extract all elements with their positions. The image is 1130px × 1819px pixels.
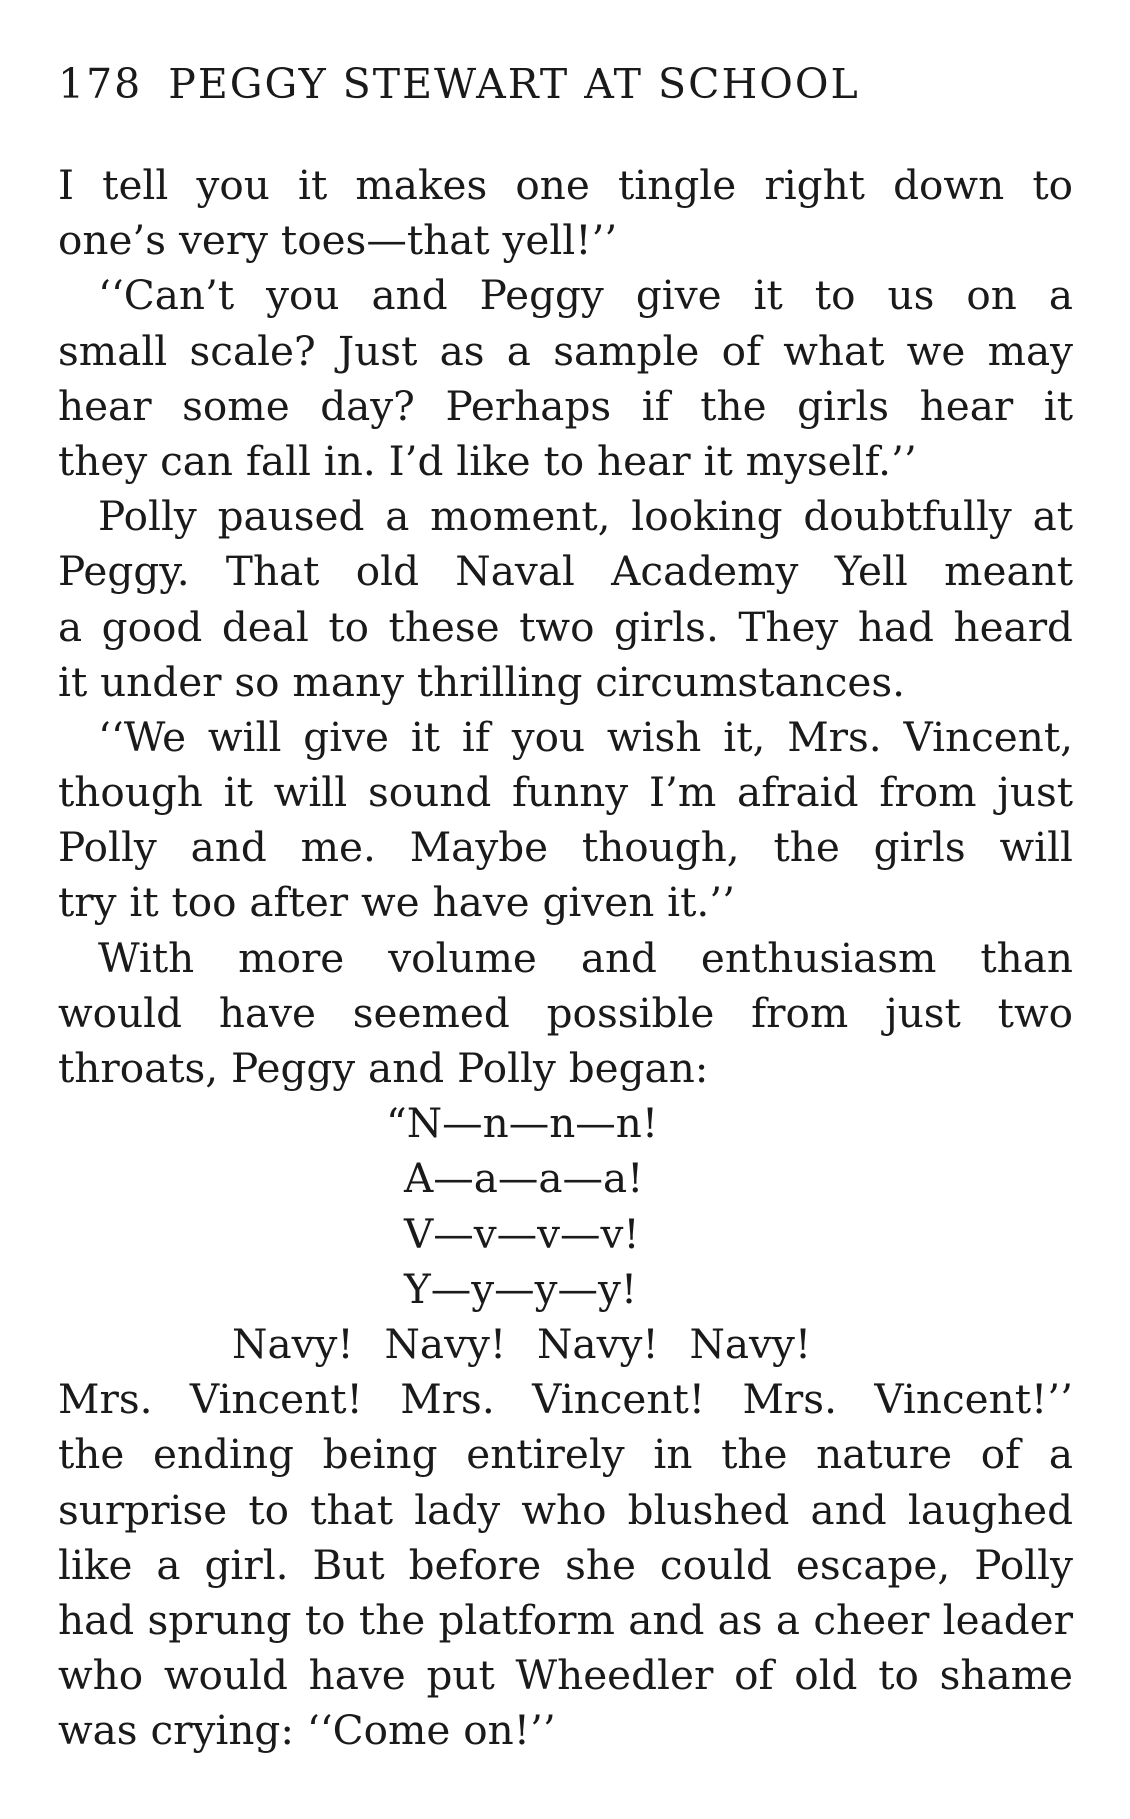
- text-line: try it too after we have given it.’’: [58, 878, 736, 927]
- yell-line: “N—n—n—n!: [386, 1099, 659, 1148]
- text-line: ‘‘Can’t you and Peggy give it to us on a: [98, 271, 1073, 320]
- text-line: it under so many thrilling circumstances.: [58, 657, 905, 706]
- text-line: ‘‘We will give it if you wish it, Mrs. Vincent,: [98, 712, 1073, 761]
- yell-vincent-line: Mrs. Vincent! Mrs. Vincent! Mrs. Vincent!’’: [58, 1375, 1073, 1424]
- text-line: one’s very toes—that yell!’’: [58, 216, 618, 265]
- text-line: was crying: ‘‘Come on!’’: [58, 1706, 556, 1755]
- text-line: hear some day? Perhaps if the girls hear it: [58, 381, 1073, 430]
- running-head: [58, 60, 1073, 116]
- yell-line: Y—y—y—y!: [404, 1264, 638, 1313]
- text-line: the ending being entirely in the nature of a: [58, 1430, 1073, 1479]
- text-line: Peggy. That old Naval Academy Yell meant: [58, 547, 1073, 596]
- text-line: throats, Peggy and Polly began:: [58, 1044, 709, 1092]
- text-line: though it will sound funny I’m afraid from just: [58, 768, 1073, 817]
- text-line: small scale? Just as a sample of what we may: [58, 326, 1073, 375]
- text-line: With more volume and enthusiasm than: [98, 933, 1073, 982]
- text-line: Polly and me. Maybe though, the girls will: [58, 823, 1073, 872]
- text-line: Polly paused a moment, looking doubtfully at: [98, 492, 1073, 541]
- text-line: would have seemed possible from just two: [58, 988, 1073, 1037]
- body-text: [58, 158, 1073, 1758]
- text-line: I tell you it makes one tingle right down to: [58, 161, 1073, 209]
- text-line: had sprung to the platform and as a cheer leader: [58, 1595, 1073, 1644]
- page-number: 178: [58, 60, 143, 108]
- running-title: PEGGY STEWART AT SCHOOL: [168, 60, 860, 108]
- text-line: like a girl. But before she could escape, Polly: [58, 1540, 1073, 1589]
- yell-navy-line: Navy! Navy! Navy! Navy!: [232, 1319, 812, 1368]
- text-line: a good deal to these two girls. They had heard: [58, 602, 1073, 651]
- yell-line: V—v—v—v!: [404, 1209, 640, 1258]
- text-line: they can fall in. I’d like to hear it myself.’’: [58, 436, 917, 485]
- text-line: who would have put Wheedler of old to shame: [58, 1651, 1073, 1700]
- yell-line: A—a—a—a!: [404, 1154, 644, 1203]
- text-line: surprise to that lady who blushed and laughed: [58, 1485, 1073, 1534]
